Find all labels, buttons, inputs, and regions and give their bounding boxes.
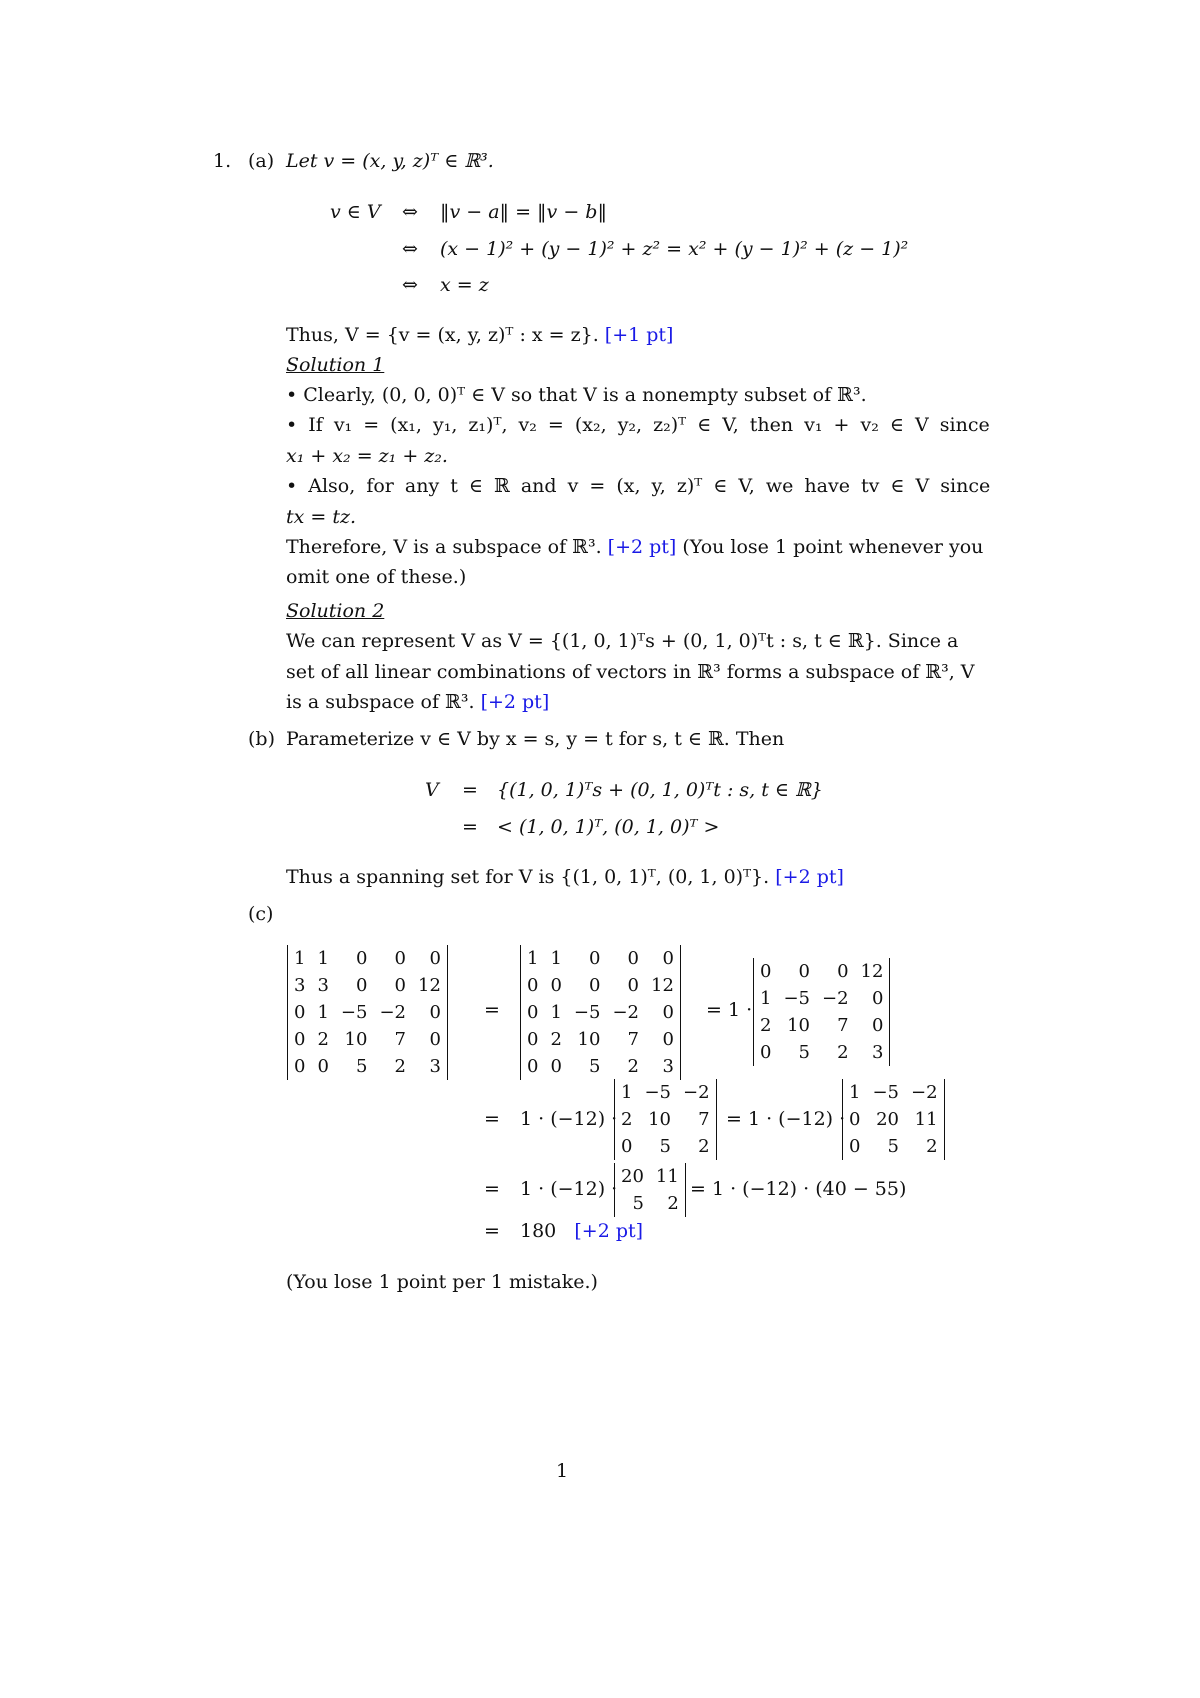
matrix-4 (614, 1079, 717, 1160)
matrix-entry: 1 (317, 1002, 329, 1023)
solution-2-line-1: We can represent V as V = {(1, 0, 1)ᵀs + (0, 1, 0)ᵀt : s, t ∈ ℝ}. Since a (286, 630, 959, 652)
c-eq-sign-2: = (484, 1108, 500, 1130)
matrix-row (615, 1079, 716, 1106)
matrix-entry: 0 (662, 948, 674, 969)
matrix-row (521, 999, 680, 1026)
matrix-row (615, 1133, 716, 1160)
matrix-entry: 1 (849, 1082, 861, 1103)
c-coef-1: = 1 · (706, 999, 753, 1021)
matrix-entry: 0 (429, 1029, 441, 1050)
matrix-entry: 0 (294, 1002, 306, 1023)
matrix-row (288, 945, 447, 972)
matrix-entry: 0 (527, 1056, 539, 1077)
derivation-step-3: x = z (440, 274, 489, 296)
matrix-entry: 10 (344, 1029, 368, 1050)
matrix-entry: 0 (317, 1056, 329, 1077)
matrix-entry: −2 (683, 1082, 710, 1103)
matrix-entry: 0 (527, 1002, 539, 1023)
matrix-row (288, 1053, 447, 1080)
matrix-entry: −2 (379, 1002, 406, 1023)
matrix-row (615, 1190, 685, 1217)
matrix-entry: 2 (394, 1056, 406, 1077)
matrix-entry: 1 (621, 1082, 633, 1103)
matrix-entry: 0 (627, 975, 639, 996)
part-a-intro: Let v = (x, y, z)ᵀ ∈ ℝ³. (286, 150, 494, 172)
solution-1-line-7: omit one of these.) (286, 566, 467, 588)
matrix-entry: 0 (760, 1042, 772, 1063)
matrix-entry: −5 (573, 1002, 601, 1023)
matrix-entry: 3 (429, 1056, 441, 1077)
matrix-row (288, 1026, 447, 1053)
matrix-entry: 20 (621, 1166, 644, 1187)
matrix-row (754, 958, 889, 985)
matrix-entry: 2 (621, 1109, 633, 1130)
matrix-entry: 0 (662, 1029, 674, 1050)
matrix-entry: 0 (798, 961, 810, 982)
matrix-entry: 20 (876, 1109, 899, 1130)
matrix-entry: 0 (849, 1136, 861, 1157)
matrix-entry: 0 (872, 988, 884, 1009)
solution-1-line-3: x₁ + x₂ = z₁ + z₂. (286, 445, 448, 467)
matrix-entry: 0 (627, 948, 639, 969)
c-result: 180 [+2 pt] (520, 1220, 644, 1242)
matrix-entry: 10 (787, 1015, 810, 1036)
matrix-entry: −2 (911, 1082, 938, 1103)
b-eq-sign-1: = (462, 779, 478, 801)
matrix-entry: 5 (798, 1042, 810, 1063)
matrix-entry: 2 (550, 1029, 562, 1050)
matrix-entry: 7 (394, 1029, 406, 1050)
b-eq-rhs-1: {(1, 0, 1)ᵀs + (0, 1, 0)ᵀt : s, t ∈ ℝ} (497, 779, 823, 801)
matrix-row (754, 985, 889, 1012)
matrix-entry: 0 (621, 1136, 633, 1157)
c-eq-sign-3: = (484, 1178, 500, 1200)
c-tail: = 1 · (−12) · (40 − 55) (690, 1178, 907, 1200)
matrix-row (754, 1012, 889, 1039)
matrix-row (521, 945, 680, 972)
matrix-entry: 0 (356, 975, 368, 996)
matrix-entry: 0 (294, 1029, 306, 1050)
matrix-entry: 0 (527, 975, 539, 996)
matrix-entry: 1 (550, 1002, 562, 1023)
matrix-entry: 0 (294, 1056, 306, 1077)
matrix-3 (753, 958, 890, 1066)
matrix-row (843, 1106, 944, 1133)
matrix-2 (520, 945, 681, 1080)
matrix-entry: 0 (837, 961, 849, 982)
c-note: (You lose 1 point per 1 mistake.) (286, 1271, 598, 1293)
matrix-entry: 11 (914, 1109, 938, 1130)
matrix-row (521, 1053, 680, 1080)
solution-1-line-5: tx = tz. (286, 506, 357, 528)
matrix-entry: −5 (340, 1002, 368, 1023)
matrix-row (288, 972, 447, 999)
problem-number: 1. (213, 150, 232, 172)
matrix-entry: 7 (627, 1029, 639, 1050)
matrix-entry: 1 (527, 948, 539, 969)
solution-2-title: Solution 2 (286, 600, 385, 622)
matrix-entry: 3 (317, 975, 329, 996)
part-c-label: (c) (248, 903, 274, 925)
matrix-entry: 2 (698, 1136, 710, 1157)
solution-1-line-4: • Also, for any t ∈ ℝ and v = (x, y, z)ᵀ ∈ V, we have tv ∈ V since (286, 475, 991, 497)
c-coef-4: 1 · (−12) · (520, 1178, 618, 1200)
part-b-label: (b) (248, 728, 275, 750)
b-conclusion: Thus a spanning set for V is {(1, 0, 1)ᵀ, (0, 1, 0)ᵀ}. [+2 pt] (286, 866, 844, 888)
matrix-row (843, 1079, 944, 1106)
c-coef-2: 1 · (−12) · (520, 1108, 618, 1130)
matrix-entry: 2 (760, 1015, 772, 1036)
c-coef-3: = 1 · (−12) · (726, 1108, 846, 1130)
matrix-entry: 5 (887, 1136, 899, 1157)
matrix-entry: 2 (317, 1029, 329, 1050)
matrix-entry: 5 (589, 1056, 601, 1077)
solution-2-line-2: set of all linear combinations of vectors in ℝ³ forms a subspace of ℝ³, V (286, 661, 975, 683)
part-a-label: (a) (248, 150, 275, 172)
matrix-entry: 10 (648, 1109, 671, 1130)
matrix-entry: 5 (356, 1056, 368, 1077)
matrix-entry: 0 (589, 948, 601, 969)
matrix-row (843, 1133, 944, 1160)
matrix-entry: 11 (655, 1166, 679, 1187)
matrix-entry: 10 (577, 1029, 601, 1050)
matrix-entry: 0 (394, 975, 406, 996)
derivation-step-2: (x − 1)² + (y − 1)² + z² = x² + (y − 1)² + (z − 1)² (440, 238, 909, 260)
matrix-entry: 3 (294, 975, 306, 996)
matrix-row (288, 999, 447, 1026)
part-b-intro: Parameterize v ∈ V by x = s, y = t for s, t ∈ ℝ. Then (286, 728, 785, 750)
b-eq-rhs-2: < (1, 0, 1)ᵀ, (0, 1, 0)ᵀ > (497, 816, 720, 838)
matrix-6 (614, 1163, 686, 1217)
matrix-entry: −5 (644, 1082, 671, 1103)
matrix-entry: 1 (317, 948, 329, 969)
matrix-row (521, 972, 680, 999)
matrix-entry: 3 (872, 1042, 884, 1063)
matrix-entry: 0 (394, 948, 406, 969)
matrix-entry: 5 (632, 1193, 644, 1214)
matrix-entry: 0 (429, 1002, 441, 1023)
matrix-entry: 12 (860, 961, 884, 982)
derivation-step-1: ‖v − a‖ = ‖v − b‖ (440, 201, 607, 223)
matrix-entry: 5 (659, 1136, 671, 1157)
page-number: 1 (556, 1460, 569, 1482)
matrix-row (615, 1163, 685, 1190)
solution-2-line-3: is a subspace of ℝ³. [+2 pt] (286, 691, 550, 713)
matrix-entry: 12 (651, 975, 674, 996)
matrix-entry: 0 (527, 1029, 539, 1050)
matrix-row (521, 1026, 680, 1053)
matrix-entry: 2 (926, 1136, 938, 1157)
matrix-entry: 0 (662, 1002, 674, 1023)
matrix-entry: −2 (612, 1002, 639, 1023)
matrix-entry: 1 (760, 988, 772, 1009)
b-eq-lhs: V (425, 779, 439, 801)
matrix-entry: 0 (760, 961, 772, 982)
matrix-row (754, 1039, 889, 1066)
matrix-5 (842, 1079, 945, 1160)
solution-1-line-2: • If v₁ = (x₁, y₁, z₁)ᵀ, v₂ = (x₂, y₂, z₂)ᵀ ∈ V, then v₁ + v₂ ∈ V since (286, 414, 990, 436)
iff-symbol-1: ⇔ (402, 201, 418, 223)
b-eq-sign-2: = (462, 816, 478, 838)
matrix-entry: 0 (356, 948, 368, 969)
c-eq-sign-1: = (484, 999, 500, 1021)
derivation-lhs: v ∈ V (330, 201, 381, 223)
matrix-entry: 0 (550, 975, 562, 996)
matrix-entry: 0 (429, 948, 441, 969)
matrix-entry: 0 (589, 975, 601, 996)
matrix-entry: 2 (837, 1042, 849, 1063)
matrix-entry: 0 (872, 1015, 884, 1036)
matrix-entry: −5 (872, 1082, 899, 1103)
matrix-1 (287, 945, 448, 1080)
matrix-entry: 1 (550, 948, 562, 969)
solution-1-line-1: • Clearly, (0, 0, 0)ᵀ ∈ V so that V is a nonempty subset of ℝ³. (286, 384, 867, 406)
matrix-entry: 12 (418, 975, 441, 996)
solution-1-line-6: Therefore, V is a subspace of ℝ³. [+2 pt] (You lose 1 point whenever you (286, 536, 984, 558)
matrix-row (615, 1106, 716, 1133)
iff-symbol-2: ⇔ (402, 238, 418, 260)
matrix-entry: 2 (667, 1193, 679, 1214)
matrix-entry: 1 (294, 948, 306, 969)
thus-statement: Thus, V = {v = (x, y, z)ᵀ : x = z}. [+1 pt] (286, 324, 674, 346)
solution-1-title: Solution 1 (286, 354, 385, 376)
matrix-entry: 0 (550, 1056, 562, 1077)
matrix-entry: −2 (822, 988, 849, 1009)
c-eq-sign-4: = (484, 1220, 500, 1242)
matrix-entry: 7 (698, 1109, 710, 1130)
iff-symbol-3: ⇔ (402, 274, 418, 296)
matrix-entry: 0 (849, 1109, 861, 1130)
matrix-entry: 3 (662, 1056, 674, 1077)
matrix-entry: 2 (627, 1056, 639, 1077)
matrix-entry: −5 (783, 988, 810, 1009)
matrix-entry: 7 (837, 1015, 849, 1036)
